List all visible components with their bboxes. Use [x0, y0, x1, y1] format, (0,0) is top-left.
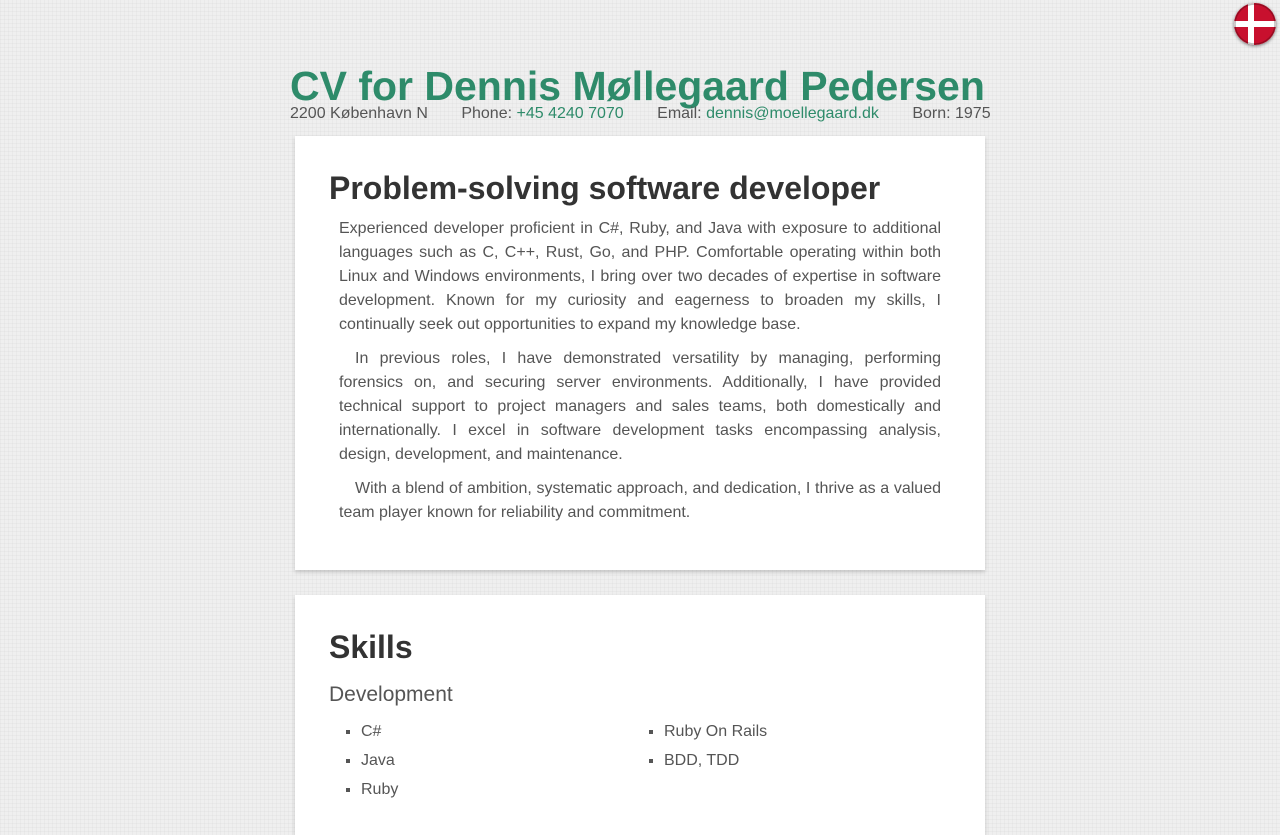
summary-card	[295, 136, 985, 570]
contact-info	[290, 104, 1010, 124]
summary-paragraph: With a blend of ambition, systematic approach, and dedication, I thrive as a valued team player known for reliability and commitment.	[339, 480, 941, 521]
summary-text	[339, 217, 941, 535]
phone-label: Phone:	[461, 105, 517, 122]
phone-link[interactable]: +45 4240 7070	[516, 105, 624, 122]
born-text: Born: 1975	[912, 105, 991, 122]
list-item: ▪ Java	[361, 746, 398, 775]
list-item: ▪ Ruby	[361, 775, 398, 804]
language-flag-button[interactable]	[1234, 3, 1276, 45]
summary-paragraph: Experienced developer proficient in C#, Ruby, and Java with exposure to additional languages such as C, C++, Rust, Go, and PHP. Comfortable operating within both Linux and Windows environments, I bring over two decades of expertise in software development. Known for my curiosity and eagerness to broaden my skills, I continually seek out opportunities to expand my knowledge base.	[339, 220, 941, 333]
denmark-flag-icon	[1234, 3, 1276, 45]
skills-card	[295, 595, 985, 835]
skills-heading: Skills	[329, 629, 413, 665]
development-subheading: Development	[329, 683, 453, 706]
page-header	[290, 60, 1010, 124]
skills-column-2	[664, 717, 767, 775]
list-item: ▪ Ruby On Rails	[664, 717, 767, 746]
list-item: ▪ C#	[361, 717, 398, 746]
phone-item	[461, 104, 623, 124]
list-item: ▪ BDD, TDD	[664, 746, 767, 775]
email-label: Email:	[657, 105, 707, 122]
summary-heading: Problem-solving software developer	[329, 170, 881, 206]
email-item	[657, 104, 879, 124]
skills-column-1	[361, 717, 398, 804]
page-title: CV for Dennis Møllegaard Pedersen	[290, 63, 985, 109]
summary-paragraph: In previous roles, I have demonstrated versatility by managing, performing forensics on, and securing server environments. Additionally, I have provided technical support to project managers and sales teams, both domestically and internationally. I excel in software development tasks encompassing analysis, design, development, and maintenance.	[339, 350, 941, 463]
email-link[interactable]: dennis@moellegaard.dk	[706, 105, 879, 122]
location-text: 2200 København N	[290, 105, 428, 122]
